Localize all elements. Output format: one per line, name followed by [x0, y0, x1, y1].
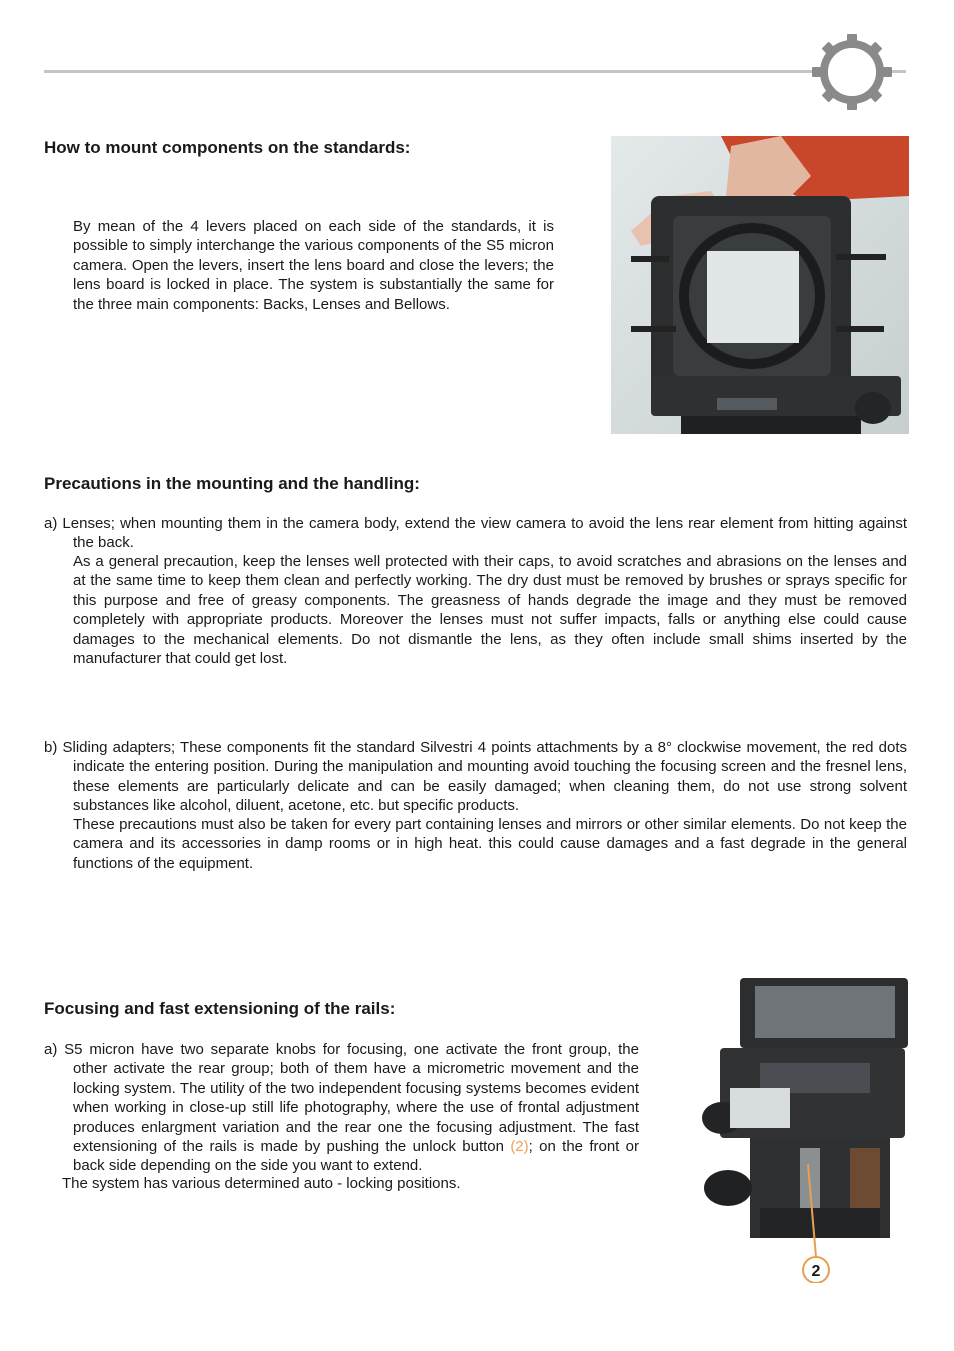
auto-locking-note: The system has various determined auto - locking positions.: [62, 1175, 461, 1192]
mount-paragraph: By mean of the 4 levers placed on each side of the standards, it is possible to simply interchange the various components of the S5 micron camera. Open the levers, insert the lens board and close the levers; the lens board is locked in place. The system is substantially the same for the three main components: Backs, Lenses and Bellows.: [73, 218, 554, 313]
precaution-lenses-continued: As a general precaution, keep the lenses well protected with their caps, to avoid scratches and abrasions on the lenses and at the same time to keep them clean and perfectly working. The dry dust must be removed by brushes or sprays specific for this purpose and free of greasy components. The greasness of hands degrade the image and they must be removed completely with appropriate products. Moreover the lenses must not suffer impacts, falls or anything else could cause damages to the mechanical elements. Do not dismantle the lens, as they often include small shims inserted by the manufacturer that could get lost.: [73, 553, 907, 668]
section-heading-focusing: Focusing and fast extensioning of the rails:: [44, 999, 396, 1018]
section-heading-mount: How to mount components on the standards:: [44, 138, 411, 157]
photo-lens-board-mounting: [611, 136, 909, 434]
section-heading-precautions: Precautions in the mounting and the handling:: [44, 474, 420, 493]
precaution-lenses: a) Lenses; when mounting them in the camera body, extend the view camera to avoid the lens rear element from hitting against the back.: [44, 515, 907, 552]
header-rule: [44, 70, 906, 73]
focusing-text-tail: ; on the front or back side depending on the side you want to extend.: [73, 1138, 640, 1175]
precaution-sliding-adapters: b) Sliding adapters; These components fit the standard Silvestri 4 points attachments by a 8° clockwise movement, the red dots indicate the entering position. During the manipulation and mounting avoid touching the focusing screen and the fresnel lens, these elements are particularly delicate and can be easily damaged; when cleaning them, do not use strong solvent substances like alcohol, diluent, acetone, etc. but specific products.: [44, 739, 907, 815]
gear-icon: [812, 34, 892, 110]
focusing-paragraph: [44, 1040, 639, 1176]
callout-number-2: 2: [811, 1263, 821, 1280]
figure-reference-2: (2): [510, 1138, 529, 1156]
photo-focusing-rails: [700, 978, 908, 1283]
precaution-general: These precautions must also be taken for every part containing lenses and mirrors or other similar elements. Do not keep the camera and its accessories in damp rooms or in high heat. this could cause damages and a fast degrade in the general functions of the equipment.: [73, 816, 907, 872]
focusing-text-main: a) S5 micron have two separate knobs for focusing, one activate the front group, the other activate the rear group; both of them have a micrometric movement and the locking system. The utility of the two independent focusing systems becomes evident when working in close-up still life photography, where the use of frontal adjustment produces enlargment variation and the rear one the focusing adjustment. The fast extensioning of the rails is made by pushing the unlock button: [44, 1041, 639, 1156]
